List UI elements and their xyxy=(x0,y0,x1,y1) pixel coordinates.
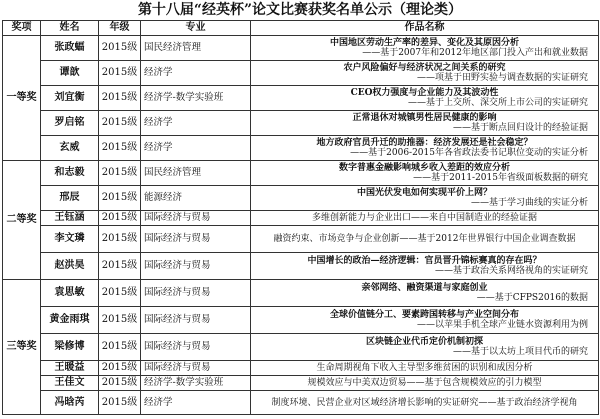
winner-major: 经济学 xyxy=(141,391,251,415)
winner-year: 2015级 xyxy=(99,361,141,376)
header-award: 奖项 xyxy=(3,21,41,36)
header-work: 作品名称 xyxy=(251,21,599,36)
winner-year: 2015级 xyxy=(99,86,141,111)
table-row xyxy=(3,86,599,111)
work-title-line2: ——基于上交所、深交所上市公司的实证研究 xyxy=(407,98,588,108)
table-row xyxy=(3,280,599,307)
winner-name: 和志毅 xyxy=(41,161,99,186)
winner-name: 梁修博 xyxy=(41,334,99,361)
work-title-line1: 正常退休对城镇男性居民健康的影响 xyxy=(352,113,497,123)
winner-major: 国际经济与贸易 xyxy=(141,307,251,334)
winner-major: 国际经济与贸易 xyxy=(141,253,251,280)
work-title-line1: 中国增长的政治—经济逻辑：官员晋升锦标赛真的存在吗？ xyxy=(307,256,542,266)
work-title xyxy=(251,253,599,280)
winner-name: 张政蝠 xyxy=(41,36,99,61)
winner-major: 国际经济与贸易 xyxy=(141,334,251,361)
winner-name: 赵洪昊 xyxy=(41,253,99,280)
winner-major: 国际经济与贸易 xyxy=(141,280,251,307)
winner-major: 经济学 xyxy=(141,111,251,136)
winner-year: 2015级 xyxy=(99,61,141,86)
work-title xyxy=(251,36,599,61)
work-title xyxy=(251,280,599,307)
work-title-line2: ——基于断点回归设计的经验证据 xyxy=(452,123,588,133)
work-title xyxy=(251,61,599,86)
table-row xyxy=(3,36,599,61)
table-row xyxy=(3,307,599,334)
award-second: 二等奖 xyxy=(3,161,41,280)
winner-name: 罗启铭 xyxy=(41,111,99,136)
winner-major: 国际经济与贸易 xyxy=(141,226,251,253)
table-row xyxy=(3,136,599,161)
work-title-line2: ——基于CFPS2016的数据 xyxy=(476,293,588,303)
work-title-line2: ——项基于田野实验与调查数据的实证研究 xyxy=(416,73,588,83)
table-row xyxy=(3,161,599,186)
work-title xyxy=(251,334,599,361)
work-title xyxy=(251,86,599,111)
work-title: 多维创新能力与企业出口——来自中国制造业的经验证据 xyxy=(251,211,599,226)
table-row xyxy=(3,61,599,86)
winner-major: 能源经济 xyxy=(141,186,251,211)
winner-major: 经济学 xyxy=(141,61,251,86)
table-row xyxy=(3,111,599,136)
winner-year: 2015级 xyxy=(99,391,141,415)
work-title-line2: ——基于学习曲线的实证分析 xyxy=(470,198,588,208)
table-row xyxy=(3,226,599,253)
winner-name: 李文璘 xyxy=(41,226,99,253)
work-title xyxy=(251,307,599,334)
work-title-line1: 农户风险偏好与经济状况之间关系的研究 xyxy=(343,63,506,73)
winner-year: 2015级 xyxy=(99,161,141,186)
winner-year: 2015级 xyxy=(99,186,141,211)
winner-major: 国民经济管理 xyxy=(141,161,251,186)
winner-year: 2015级 xyxy=(99,226,141,253)
winner-major: 国民经济管理 xyxy=(141,36,251,61)
work-title xyxy=(251,161,599,186)
winner-name: 邢辰 xyxy=(41,186,99,211)
work-title-line2: ——基于2006-2015年各省政法委书记职位变动的实证分析 xyxy=(350,148,588,158)
winner-major: 国际经济与贸易 xyxy=(141,211,251,226)
work-title xyxy=(251,136,599,161)
work-title-line2: ——基于以太坊上项目代币的研究 xyxy=(452,347,588,357)
winner-name: 玄威 xyxy=(41,136,99,161)
winner-year: 2015级 xyxy=(99,334,141,361)
winner-name: 刘宜衡 xyxy=(41,86,99,111)
winner-name: 谭歆 xyxy=(41,61,99,86)
winner-name: 王佳文 xyxy=(41,376,99,391)
work-title-line1: 中国光伏发电如何实现平价上网？ xyxy=(356,188,492,198)
winner-major: 经济学-数学实验班 xyxy=(141,376,251,391)
work-title: 制度环境、民营企业对区域经济增长影响的实证研究——基于政治经济学视角 xyxy=(251,391,599,415)
table-row xyxy=(3,186,599,211)
winner-major: 经济学-数学实验班 xyxy=(141,86,251,111)
work-title: 规模效应与中美双边贸易——基于包含规模效应的引力模型 xyxy=(251,376,599,391)
work-title xyxy=(251,111,599,136)
winner-year: 2015级 xyxy=(99,280,141,307)
winner-year: 2015级 xyxy=(99,36,141,61)
work-title-line2: ——基于2011-2015年省级面板数据的研究 xyxy=(413,173,588,183)
winner-major: 经济学 xyxy=(141,136,251,161)
work-title-line2: ——基于2007年和2012年地区部门投入产出和就业数据 xyxy=(362,48,588,58)
work-title-line1: 中国地区劳动生产率的差异、变化及其原因分析 xyxy=(329,38,519,48)
table-row xyxy=(3,361,599,376)
winner-name: 黄金雨琪 xyxy=(41,307,99,334)
winner-year: 2015级 xyxy=(99,211,141,226)
work-title-line2: ——基于政治关系网络视角的实证研究 xyxy=(434,266,588,276)
table-row xyxy=(3,211,599,226)
award-third: 三等奖 xyxy=(3,280,41,415)
work-title-line1: CEO权力强度与企业能力及其波动性 xyxy=(350,88,499,98)
page-title: 第十八届“经英杯”论文比赛获奖名单公示（理论类） xyxy=(137,2,463,18)
header-name: 姓名 xyxy=(41,21,99,36)
winner-name: 袁思敏 xyxy=(41,280,99,307)
work-title-line1: 亲邻网络、融资渠道与家庭创业 xyxy=(361,283,488,293)
award-table xyxy=(2,20,599,415)
table-row xyxy=(3,376,599,391)
work-title-line1: 地方政府官员升迁的助推器：经济发展还是社会稳定？ xyxy=(316,138,533,148)
winner-year: 2015级 xyxy=(99,111,141,136)
header-major: 专业 xyxy=(141,21,251,36)
winner-year: 2015级 xyxy=(99,307,141,334)
table-row xyxy=(3,253,599,280)
work-title: 融资约束、市场竞争与企业创新——基于2012年世界银行中国企业调查数据 xyxy=(251,226,599,253)
work-title-line1: 区块链企业代币定价机制初探 xyxy=(365,337,483,347)
table-header-row xyxy=(3,21,599,36)
work-title-line1: 全球价值链分工、要素跨国转移与产业空间分布 xyxy=(329,310,519,320)
winner-name: 冯晗芮 xyxy=(41,391,99,415)
work-title xyxy=(251,186,599,211)
winner-year: 2015级 xyxy=(99,136,141,161)
winner-major: 国际经济与贸易 xyxy=(141,361,251,376)
winner-year: 2015级 xyxy=(99,253,141,280)
work-title-line2: ——以苹果手机全球产业链水资源利用为例 xyxy=(416,320,588,330)
header-year: 年级 xyxy=(99,21,141,36)
table-row xyxy=(3,334,599,361)
work-title-line1: 数字普惠金融影响城乡收入差距的效应分析 xyxy=(338,163,510,173)
winner-year: 2015级 xyxy=(99,376,141,391)
table-row xyxy=(3,391,599,415)
award-first: 一等奖 xyxy=(3,36,41,161)
winner-name: 王钰涵 xyxy=(41,211,99,226)
work-title: 生命周期视角下收入主导型多维贫困的识别和成因分析 xyxy=(251,361,599,376)
winner-name: 王暖益 xyxy=(41,361,99,376)
